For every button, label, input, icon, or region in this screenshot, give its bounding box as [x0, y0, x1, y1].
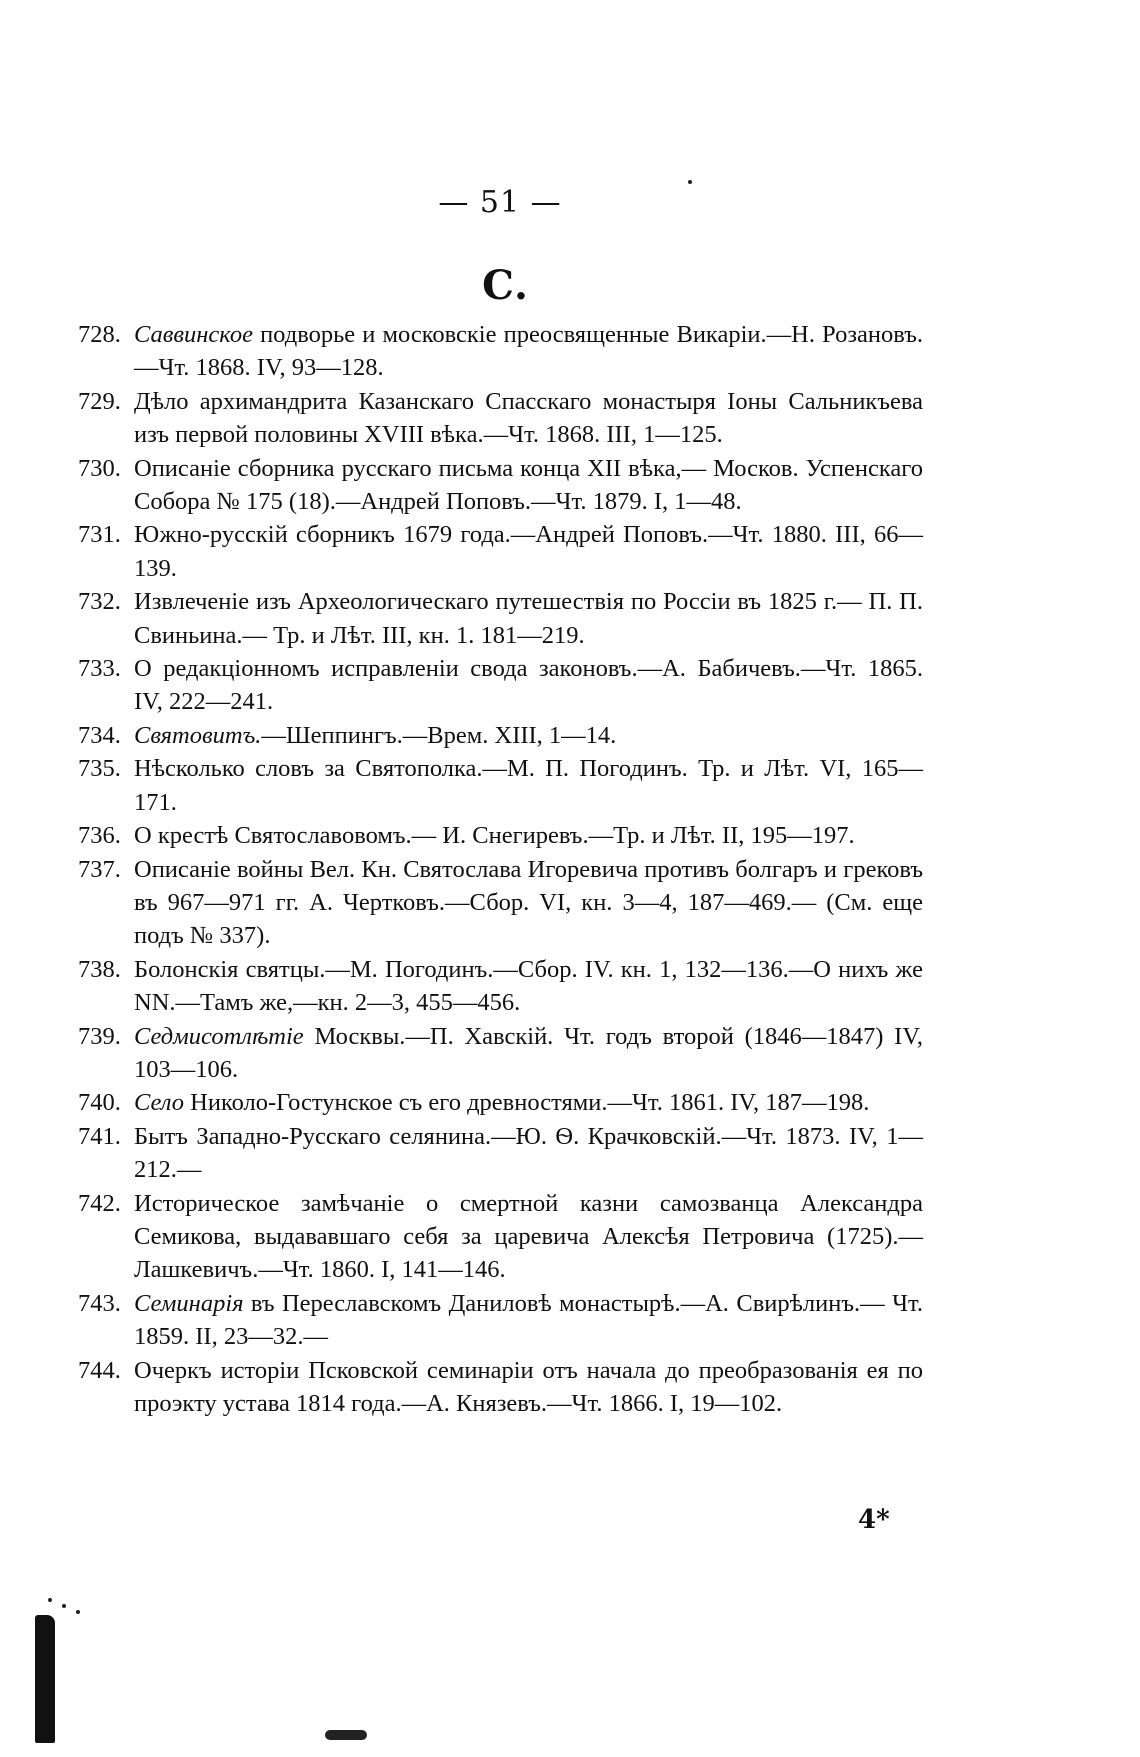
speck	[688, 180, 692, 184]
entry-number: 744.	[78, 1356, 121, 1384]
entry-text	[134, 853, 923, 953]
entry-text	[134, 1287, 923, 1354]
entry-number: 743.	[78, 1289, 121, 1317]
entry	[78, 1086, 923, 1119]
entry-text	[134, 385, 923, 452]
entry-body: Очеркъ исторіи Псковской семинаріи отъ начала до преобразованія ея по проэкту устава 1814 года.—А. Князевъ.—Чт. 1866. I, 19—102.	[134, 1356, 923, 1417]
entry	[78, 819, 923, 852]
entry-text	[134, 1354, 923, 1421]
entry	[78, 953, 923, 1020]
speck	[62, 1604, 66, 1608]
entry-title: Саввинское	[134, 321, 253, 348]
entry-number: 742.	[78, 1189, 121, 1217]
entry-body: Нѣсколько словъ за Святополка.—М. П. Погодинъ. Тр. и Лѣт. VI, 165—171.	[134, 755, 923, 816]
entry-number: 732.	[78, 588, 121, 616]
entry-body: Историческое замѣчаніе о смертной казни самозванца Александра Семикова, выдававшаго себя за царевича Алексѣя Петровича (1725).— Лашкевичъ.—Чт. 1860. I, 141—146.	[134, 1189, 923, 1284]
entry-number: 740.	[78, 1089, 121, 1117]
entry-number: 741.	[78, 1122, 121, 1150]
entry-number: 729.	[78, 387, 121, 415]
entry-text	[134, 652, 923, 719]
ink-blot	[35, 1615, 55, 1743]
entry-text	[134, 953, 923, 1020]
entry-body: подворье и московскіе преосвященные Викаріи.—Н. Розановъ.—Чт. 1868. IV, 93—128.	[134, 321, 923, 382]
entry-text	[134, 452, 923, 519]
entry	[78, 853, 923, 953]
entry-number: 730.	[78, 454, 121, 482]
entry-body: Южно-русскій сборникъ 1679 года.—Андрей Поповъ.—Чт. 1880. III, 66—139.	[134, 521, 923, 582]
entry	[78, 752, 923, 819]
entry	[78, 719, 923, 752]
page-number: — 51 —	[438, 185, 562, 220]
entry-text	[134, 819, 923, 852]
entry-text	[134, 1187, 923, 1287]
entry-body: Николо-Гостунское съ его древностями.—Чт. 1861. IV, 187—198.	[184, 1089, 870, 1117]
entry	[78, 452, 923, 519]
entry-body: Описаніе сборника русскаго письма конца XII вѣка,— Москов. Успенскаго Собора № 175 (18).—Андрей Поповъ.—Чт. 1879. I, 1—48.	[134, 454, 923, 516]
entry-text	[134, 518, 923, 585]
entry-text	[134, 719, 923, 752]
entry-body: Извлеченіе изъ Археологическаго путешествія по Россіи въ 1825 г.— П. П. Свиньина.— Тр. и Лѣт. III, кн. 1. 181—219.	[134, 588, 923, 649]
entry-text	[134, 1120, 923, 1187]
entry-title: Седмисотлѣтіе	[134, 1022, 304, 1050]
entry-text	[134, 1020, 923, 1087]
entry-body: —Шеппингъ.—Врем. XIII, 1—14.	[261, 721, 617, 749]
entry	[78, 1020, 923, 1087]
entry	[78, 1354, 923, 1421]
entry-text	[134, 585, 923, 652]
entry-body: Дѣло архимандрита Казанскаго Спасскаго монастыря Іоны Сальникъева изъ первой половины XVIII вѣка.—Чт. 1868. III, 1—125.	[134, 387, 923, 449]
entry-number: 736.	[78, 822, 121, 850]
entry-number: 735.	[78, 755, 121, 783]
entry	[78, 652, 923, 719]
entry-title: Село	[134, 1089, 185, 1117]
entry	[78, 318, 923, 385]
entry-body: въ Переславскомъ Даниловѣ монастырѣ.—А. Свирѣлинъ.— Чт. 1859. II, 23—32.—	[134, 1289, 923, 1351]
entry-body: Болонскія святцы.—М. Погодинъ.—Сбор. IV. кн. 1, 132—136.—О нихъ же NN.—Тамъ же,—кн. 2—3, 455—456.	[134, 955, 923, 1017]
entry-body: Москвы.—П. Хавскій. Чт. годъ второй (1846—1847) IV, 103—106.	[134, 1022, 923, 1083]
entry-number: 734.	[78, 721, 121, 749]
entry-number: 728.	[78, 321, 121, 348]
speck	[48, 1598, 52, 1602]
entry	[78, 1187, 923, 1287]
entry-text	[134, 1086, 923, 1119]
entry-body: О крестѣ Святославовомъ.— И. Снегиревъ.—Тр. и Лѣт. II, 195—197.	[134, 822, 855, 850]
section-letter: С.	[482, 262, 528, 309]
entry-number: 733.	[78, 655, 121, 683]
entry	[78, 585, 923, 652]
entry-number: 737.	[78, 855, 121, 883]
entry-body: Бытъ Западно-Русскаго селянина.—Ю. Ѳ. Крачковскій.—Чт. 1873. IV, 1—212.—	[134, 1122, 923, 1184]
ink-smudge	[325, 1730, 367, 1740]
entry	[78, 1287, 923, 1354]
entry-title: Святовитъ.	[134, 721, 262, 749]
entry	[78, 385, 923, 452]
entry	[78, 518, 923, 585]
entry-title: Семинарія	[134, 1289, 244, 1317]
entry-body: О редакціонномъ исправленіи свода законовъ.—А. Бабичевъ.—Чт. 1865. IV, 222—241.	[134, 655, 923, 716]
entry-number: 731.	[78, 521, 121, 549]
speck	[76, 1610, 80, 1614]
entry-text	[134, 318, 923, 385]
entry-number: 739.	[78, 1022, 121, 1050]
entry-number: 738.	[78, 955, 121, 983]
entry-list	[78, 318, 923, 1420]
signature-mark: 4*	[858, 1505, 890, 1535]
entry-text	[134, 752, 923, 819]
entry-body: Описаніе войны Вел. Кн. Святослава Игоревича противъ болгаръ и грековъ въ 967—971 гг. А. Чертковъ.—Сбор. VI, кн. 3—4, 187—469.— (См. еще подъ № 337).	[134, 855, 923, 950]
entry	[78, 1120, 923, 1187]
